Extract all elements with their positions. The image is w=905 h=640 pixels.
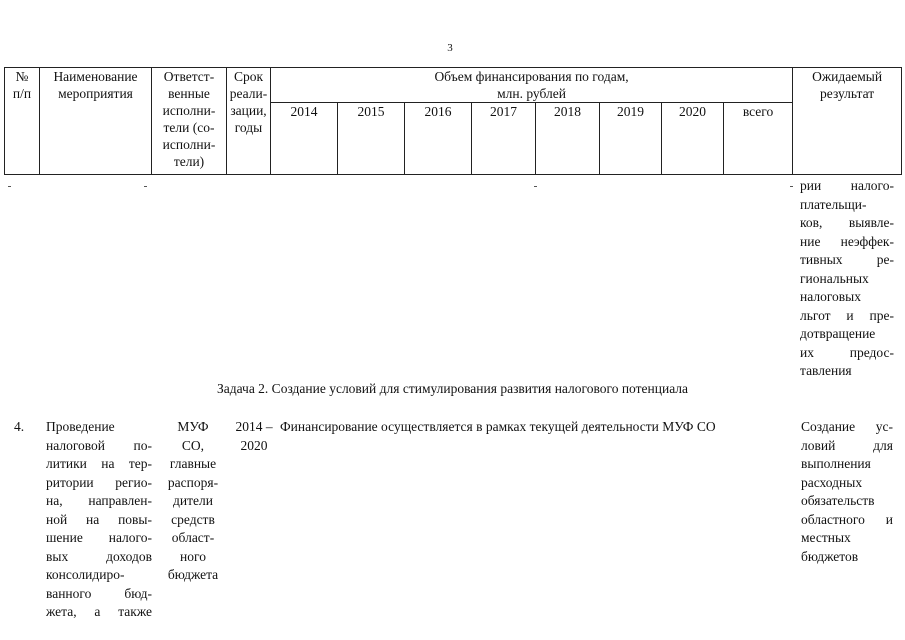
name-line: ритории регио- <box>46 474 152 490</box>
responsible-line: средств <box>171 511 215 527</box>
result-line: плательщи- <box>800 196 867 212</box>
name-line: ной на повы- <box>46 511 152 527</box>
header-year-2016: 2016 <box>405 103 472 175</box>
header-financing: Объем финансирования по годам, млн. рублей <box>271 68 793 103</box>
header-year-2017: 2017 <box>472 103 536 175</box>
name-line: шение налого- <box>46 530 152 545</box>
continued-result <box>800 177 894 381</box>
result-line: ние неэффек- <box>800 233 894 249</box>
result-line: тивных ре- <box>800 252 894 267</box>
result-line: выполнения <box>801 456 871 471</box>
header-year-2015: 2015 <box>338 103 405 175</box>
name-line: литики на тер- <box>46 456 152 471</box>
column-mark <box>534 186 537 187</box>
column-mark <box>790 186 793 187</box>
name-line: ванного бюд- <box>46 585 152 601</box>
result-line: ловий для <box>801 437 893 453</box>
responsible-line: област- <box>171 530 215 545</box>
page-number: 3 <box>447 42 453 54</box>
result-line: тавления <box>800 363 852 378</box>
header-year-2014: 2014 <box>271 103 338 175</box>
header-year-2019: 2019 <box>600 103 662 175</box>
name-line: вых доходов <box>46 548 152 564</box>
responsible-line: ного <box>180 548 206 564</box>
result-line: льгот и пре- <box>800 307 894 323</box>
responsible-line: бюджета <box>167 567 219 582</box>
expected-result <box>801 418 893 566</box>
column-mark <box>8 186 11 187</box>
result-line: областного и <box>801 511 893 527</box>
result-line: дотвращение <box>800 326 876 341</box>
responsible-line: СО, <box>181 437 205 453</box>
responsible-line: распоря- <box>167 474 219 490</box>
term-line: 2014 – <box>235 419 273 434</box>
result-line: обязательств <box>801 493 875 508</box>
column-mark <box>144 186 147 187</box>
header-responsible: Ответст- венные исполни- тели (со- исполни- тели) <box>152 68 227 175</box>
header-year-2020: 2020 <box>662 103 724 175</box>
financing-note: Финансирование осуществляется в рамках текущей деятельности МУФ СО <box>280 419 716 434</box>
result-line: их предос- <box>800 344 894 360</box>
term-line: 2020 <box>240 437 268 453</box>
term <box>230 418 278 455</box>
result-line: местных <box>801 530 851 545</box>
header-year-2018: 2018 <box>536 103 600 175</box>
result-line: рии налого- <box>800 178 894 193</box>
result-line: ков, выявле- <box>800 215 894 230</box>
responsible-line: МУФ <box>177 419 209 434</box>
responsible <box>154 418 232 585</box>
result-line: бюджетов <box>801 548 859 564</box>
result-line: Создание ус- <box>801 419 893 434</box>
result-line: налоговых <box>800 289 861 304</box>
name-line: налоговой по- <box>46 437 152 453</box>
result-line: расходных <box>801 474 863 490</box>
table-header <box>4 67 902 175</box>
header-activity-name: Наименование мероприятия <box>40 68 152 175</box>
header-expected-result: Ожидаемый результат <box>793 68 902 175</box>
row-number: 4. <box>14 419 25 434</box>
name-line: консолидиро- <box>46 567 125 582</box>
header-term: Срок реали- зации, годы <box>227 68 271 175</box>
name-line: на, направлен- <box>46 493 152 508</box>
header-number: № п/п <box>5 68 40 175</box>
task-heading: Задача 2. Создание условий для стимулирования развития налогового потенциала <box>216 381 689 396</box>
result-line: гиональных <box>800 270 869 286</box>
header-total: всего <box>724 103 793 175</box>
responsible-line: дители <box>173 493 213 508</box>
name-line: жета, а также <box>46 604 152 619</box>
name-line: Проведение <box>46 419 115 434</box>
activity-name <box>46 418 152 622</box>
responsible-line: главные <box>169 456 217 471</box>
